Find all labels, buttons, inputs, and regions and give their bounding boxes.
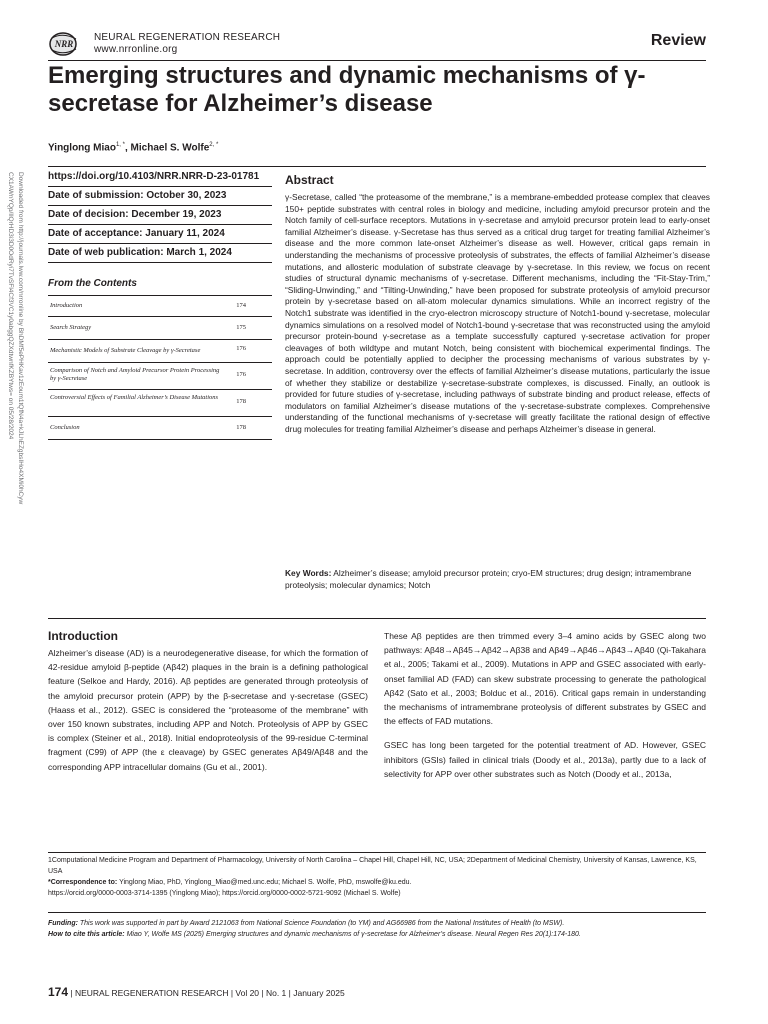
abstract-heading: Abstract: [285, 173, 334, 187]
journal-header: [94, 32, 280, 56]
toc-row[interactable]: [48, 390, 272, 417]
journal-logo: [48, 30, 82, 58]
footer-text: | NEURAL REGENERATION RESEARCH | Vol 20 | No. 1 | January 2025: [70, 988, 345, 998]
funding-label: Funding:: [48, 920, 78, 927]
correspondence-text: Yinglong Miao, PhD, Yinglong_Miao@med.unc.edu; Michael S. Wolfe, PhD, mswolfe@ku.edu.: [119, 879, 412, 886]
doi-link[interactable]: https://doi.org/10.4103/NRR.NRR-D-23-01781: [48, 168, 272, 187]
body-column-right: [384, 629, 706, 791]
author-name: Yinglong Miao: [48, 142, 116, 154]
contents-heading: From the Contents: [48, 278, 137, 289]
funding-block: [48, 918, 708, 940]
citation-label: How to cite this article:: [48, 931, 125, 938]
paragraph: These Aβ peptides are then trimmed every 3–4 amino acids by GSEC along two pathways: Aβ48→Aβ45→Aβ42→Aβ38 and Aβ49→Aβ46→Aβ43→Aβ40 (Qi-Takahara et al., 2005; Takami et al., 2009). Mutations in APP and GSEC associated with early-onset familial AD (FAD) can skew substrate processing to generate the pathological Aβ42 (Sato et al., 2003; Bolduc et al., 2016). Critical gaps remain in understanding the mechanisms of intramembrane proteolysis of different substrates by GSEC and the effects of FAD mutations.: [384, 631, 706, 727]
correspondence-label: *Correspondence to:: [48, 879, 118, 886]
download-line: CX1AWnYQp/IlQrHD3i3D0OdRyi7TvSFl4Cf3VC1y0abggQZXdtwnfKZBYtws= on 05/28/2024: [7, 172, 14, 440]
download-line: Downloaded from http://journals.lww.com/nrronline by BhDMf5ePHKav1zEoum1tQfN4a+kJLhEZgbsIHo4XMi0hCyw: [17, 172, 24, 505]
toc-title: Introduction: [50, 302, 83, 309]
page-footer: [48, 985, 345, 999]
divider: [48, 166, 706, 167]
paragraph: GSEC has long been targeted for the potential treatment of AD. However, GSEC inhibitors (GSIs) failed in clinical trials (Doody et al., 2013a), partly due to a lack of selectivity for APP over other substrates such as Notch (Doody et al., 2013a,: [384, 740, 706, 779]
toc-row[interactable]: [48, 296, 272, 317]
keywords: [285, 568, 710, 591]
toc-row[interactable]: [48, 317, 272, 340]
article-meta: [48, 168, 272, 263]
abstract-text: γ-Secretase, called “the proteasome of the membrane,” is a membrane-embedded protease complex that cleaves 150+ peptide substrates with central roles in biology and medicine, including amyloid precursor protein and the Notch family of cell-surface receptors. Mutations in γ-secretase and amyloid precursor protein lead to early-onset familial Alzheimer’s disease. γ-Secretase has thus served as a critical drug target for treating familial Alzheimer’s disease and the more common late-onset Alzheimer’s disease as well. However, critical gaps remain in understanding the mechanisms of processive proteolysis of substrates, the effects of familial Alzheimer’s disease mutations, and allosteric modulation of substrate cleavage by γ-secretase. In this review, we focus on recent studies of structural dynamic mechanisms of γ-secretase. Different mechanisms, including the “Fit-Stay-Trim,” “Sliding-Unwinding,” and “Tilting-Unwinding,” have been proposed for substrate proteolysis of amyloid precursor protein by γ-secretase based on all-atom molecular dynamics simulations. While an incorrect registry of the Notch1 substrate was identified in the cryo-electron microscopy structure of Notch1-bound γ-secretase, molecular dynamics simulations on a resolved model of Notch1-bound γ-secretase that was reconstructed using the amyloid precursor protein-bound γ-secretase as a template successfully captured γ-secretase activation for proper cleavages of both wildtype and mutant Notch, being consistent with biochemical experimental findings. The approach could be potentially applied to decipher the processing mechanisms of various substrates by γ-secretase. In addition, controversy over the effects of familial Alzheimer’s disease mutations, particularly the issue of whether they stabilize or destabilize γ-secretase-substrate complexes, is discussed. Finally, an outlook is provided for future studies of γ-secretase, including pathways of substrate binding and product release, effects of modulators on familial Alzheimer’s disease mutations of the γ-secretase-substrate complexes. Comprehensive understanding of the functional mechanisms of γ-secretase will greatly facilitate the rational design of effective drug molecules for treating familial Alzheimer’s disease and perhaps Alzheimer’s disease in general.: [285, 192, 710, 434]
keywords-label: Key Words:: [285, 568, 332, 578]
section-heading: Introduction: [48, 629, 118, 643]
toc-page: 174: [236, 302, 246, 309]
funding-text: This work was supported in part by Award 2121063 from National Science Foundation (to YM) and AG66986 from the National Institutes of Health (to MSW).: [79, 920, 565, 927]
divider: [48, 60, 706, 61]
date-acceptance: Date of acceptance: January 11, 2024: [48, 225, 272, 244]
toc-page: 175: [236, 324, 246, 331]
body-column-left: [48, 646, 368, 774]
contents-table: [48, 295, 272, 440]
journal-url[interactable]: www.nrronline.org: [94, 44, 178, 55]
divider: [48, 852, 706, 853]
article-title: Emerging structures and dynamic mechanisms of γ-secretase for Alzheimer’s disease: [48, 62, 646, 117]
date-web-publication: Date of web publication: March 1, 2024: [48, 244, 272, 263]
correspondence: [48, 877, 708, 888]
date-decision: Date of decision: December 19, 2023: [48, 206, 272, 225]
journal-name: NEURAL REGENERATION RESEARCH: [94, 32, 281, 43]
toc-row[interactable]: [48, 363, 272, 390]
paragraph: Alzheimer’s disease (AD) is a neurodegenerative disease, for which the formation of 42-residue amyloid β-peptide (Aβ42) plaques in the brain is a defining pathological feature (Selkoe and Hardy, 2016). Aβ peptides are generated through proteolysis of the amyloid precursor protein (APP) by the β-secretase and γ-secretase (GSEC) (Haass et al., 2012). GSEC is considered the “proteasome of the membrane” with over 150 known substrates, including APP and Notch. Proteolysis of APP by GSEC is complex (Steiner et al., 2018). Initial endoproteolysis of the 99-residue C-terminal fragment (C99) of APP (the ε cleavage) by GSEC generates Aβ49/Aβ48 and the corresponding APP intracellular domains (Gu et al., 2001).: [48, 648, 368, 772]
toc-title: Mechanistic Models of Substrate Cleavage by γ-Secretase: [50, 347, 201, 354]
citation-text: Miao Y, Wolfe MS (2025) Emerging structures and dynamic mechanisms of γ-secretase for Alzheimer’s disease. Neural Regen Res 20(1):174-180.: [126, 931, 581, 938]
citation: [48, 929, 708, 940]
toc-page: 176: [236, 371, 246, 378]
page-number: 174: [48, 985, 69, 999]
toc-page: 178: [236, 398, 246, 405]
toc-title: Controversial Effects of Familial Alzheimer’s Disease Mutations: [50, 394, 219, 401]
date-submission: Date of submission: October 30, 2023: [48, 187, 272, 206]
divider: [48, 912, 706, 913]
toc-page: 176: [236, 345, 246, 352]
author-affil: 1, *: [115, 142, 125, 148]
author-name: Michael S. Wolfe: [130, 142, 210, 154]
toc-title: Comparison of Notch and Amyloid Precursor Protein Processing by γ-Secretase: [50, 367, 220, 382]
toc-row[interactable]: [48, 340, 272, 363]
toc-page: 178: [236, 424, 246, 431]
affiliations: [48, 855, 708, 899]
section-label: Review: [650, 32, 706, 49]
orcid-links[interactable]: https://orcid.org/0000-0003-3714-1395 (Yinglong Miao); https://orcid.org/0000-0002-5721-9092 (Michael S. Wolfe): [48, 890, 401, 897]
author-list: Yinglong Miao$^{1, *}$, Michael S. Wolfe$^{2, *}$: [48, 142, 219, 154]
toc-title: Conclusion: [50, 424, 80, 431]
toc-row[interactable]: [48, 417, 272, 440]
author-affil: 2, *: [209, 142, 219, 148]
divider: [48, 618, 706, 619]
funding: [48, 918, 708, 929]
affiliation-text: 1Computational Medicine Program and Department of Pharmacology, University of North Carolina – Chapel Hill, Chapel Hill, NC, USA; 2Department of Medicinal Chemistry, University of Kansas, Lawrence, KS, USA: [48, 857, 697, 875]
download-watermark: [7, 172, 38, 602]
toc-title: Search Strategy: [50, 324, 92, 331]
keywords-text: Alzheimer’s disease; amyloid precursor protein; cryo-EM structures; drug design; intramembrane proteolysis; molecular dynamics; Notch: [285, 568, 692, 590]
svg-text:NRR: NRR: [54, 39, 74, 49]
